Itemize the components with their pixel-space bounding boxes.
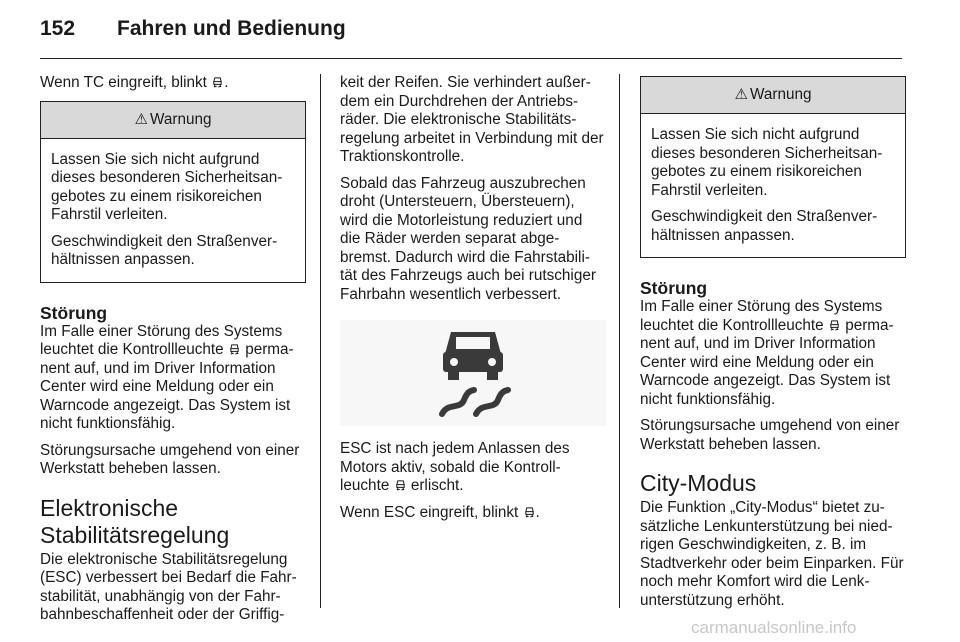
header-rule: [40, 58, 902, 59]
warning-triangle-icon: ⚠: [134, 110, 148, 128]
warning-body: [41, 139, 305, 282]
fault-heading: Störung: [640, 278, 708, 298]
column-3: [640, 74, 906, 618]
watermark: carmanualsonline.info: [691, 618, 857, 637]
warning-box: [640, 76, 906, 258]
fault-heading: Störung: [40, 302, 108, 323]
warning-triangle-icon: ⚠: [734, 86, 748, 103]
section-heading-city-mode: City-Modus: [640, 470, 757, 496]
traction-control-icon: [229, 344, 240, 355]
fault-paragraph: Im Falle einer Störung des Systems leuchtet die Kontrollleuchte perma-nent auf, und im Driver Information Center wird eine Meldung oder ein Warncode angezeigt. Das System ist nicht funktionsfähig.: [640, 298, 894, 408]
section-heading-esc: Elektronische Stabilitätsregelung: [40, 494, 230, 548]
page-title: Fahren und Bedienung: [117, 17, 346, 40]
warning-body: [641, 114, 905, 257]
warning-text: Lassen Sie sich nicht aufgrund dieses besonderen Sicherheitsan-gebotes zu einem risikoreichen Fahrstil verleiten.: [651, 126, 883, 199]
warning-text: Geschwindigkeit den Straßenver-hältnissen anpassen.: [51, 232, 278, 268]
warning-box: [40, 101, 306, 283]
esc-warning-light-illustration: [340, 320, 606, 426]
esc-control-icon: [395, 480, 406, 491]
fault-paragraph: Im Falle einer Störung des Systems leuchtet die Kontrollleuchte perma-nent auf, und im Driver Information Center wird eine Meldung oder ein Warncode angezeigt. Das System ist nicht funktionsfähig.: [40, 322, 294, 432]
esc-activation-paragraph: ESC ist nach jedem Anlassen des Motors aktiv, sobald die Kontroll-leuchte erlischt.: [340, 440, 570, 494]
column-divider-right: [619, 74, 620, 608]
warning-header: ⚠ Warnung: [641, 77, 905, 114]
column-1: [40, 74, 306, 633]
warning-text: Lassen Sie sich nicht aufgrund dieses besonderen Sicherheitsan-gebotes zu einem risikoreichen Fahrstil verleiten.: [51, 150, 283, 223]
esc-paragraph: Die elektronische Stabilitätsregelung (ESC) verbessert bei Bedarf die Fahr-stabilität, unabhängig von der Fahr-bahnbeschaffenheit oder der Griffig-: [40, 550, 297, 623]
esc-paragraph-continued: keit der Reifen. Sie verhindert außer-dem ein Durchdrehen der Antriebs-räder. Die elektronische Stabilitäts-regelung arbeitet in Verbindung mit der Traktionskontrolle.: [340, 74, 604, 165]
esc-control-icon: [829, 320, 840, 331]
warning-header: ⚠ Warnung: [41, 102, 305, 139]
fault-repair-paragraph: Störungsursache umgehend von einer Werkstatt beheben lassen.: [640, 417, 900, 453]
column-divider-left: [320, 74, 321, 608]
fault-repair-paragraph: Störungsursache umgehend von einer Werkstatt beheben lassen.: [40, 441, 300, 477]
warning-text: Geschwindigkeit den Straßenver-hältnissen anpassen.: [651, 208, 878, 244]
esc-paragraph: Sobald das Fahrzeug auszubrechen droht (Untersteuern, Übersteuern), wird die Motorleistung reduziert und die Räder werden separat abge-bremst. Dadurch wird die Fahrstabili-tät des Fahrzeugs auch bei rutschiger Fahrbahn wesentlich verbessert.: [340, 174, 596, 303]
tc-intro-paragraph: Wenn TC eingreift, blinkt .: [40, 74, 229, 91]
traction-control-icon: [212, 77, 223, 88]
page-number: 152: [40, 17, 76, 40]
city-mode-paragraph: Die Funktion „City-Modus“ bietet zu-sätzliche Lenkunterstützung bei nied-rigen Geschwindigkeiten, z. B. im Stadtverkehr oder beim Einparken. Für noch mehr Komfort wird die Lenk-unterstützung erhöht.: [640, 499, 904, 609]
esc-control-icon: [524, 507, 535, 518]
skidding-car-icon: [418, 320, 528, 426]
column-2: [340, 74, 606, 530]
esc-intervention-paragraph: Wenn ESC eingreift, blinkt .: [340, 503, 540, 521]
